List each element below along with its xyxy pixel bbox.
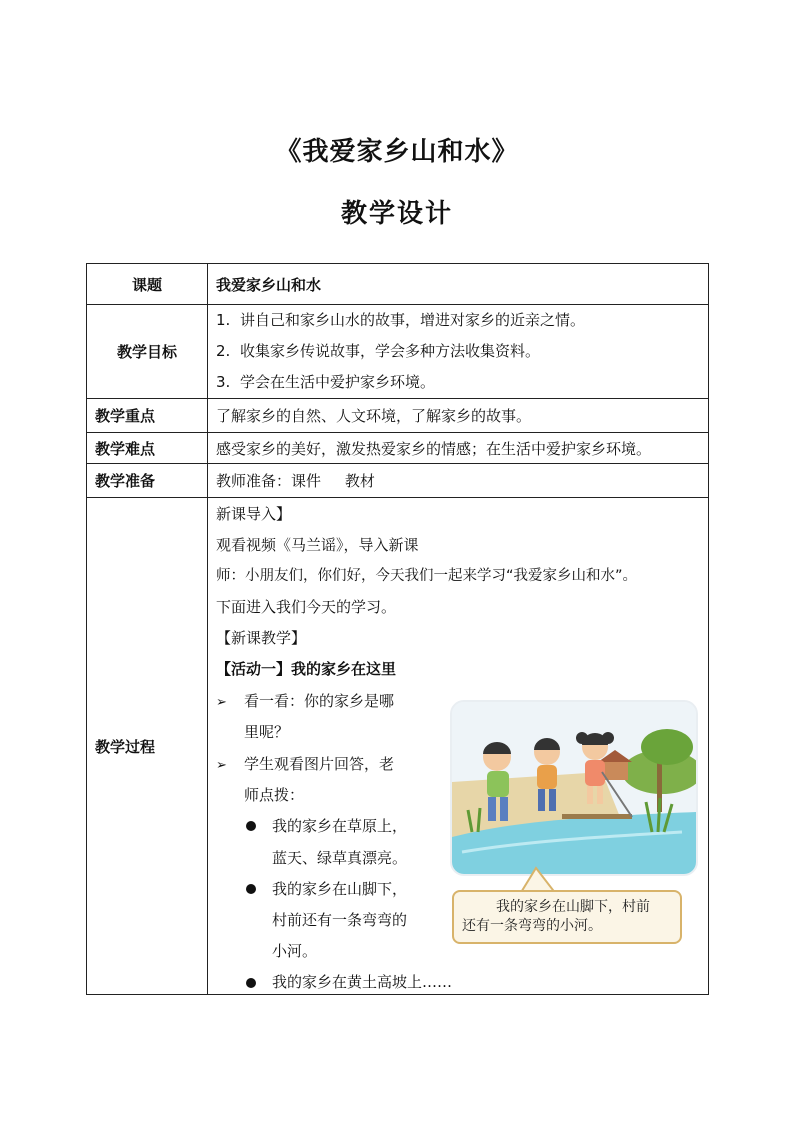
goal-text: 学会在生活中爱护家乡环境。 xyxy=(240,373,436,391)
goal-number: 2. xyxy=(216,342,231,360)
table-row xyxy=(87,498,709,995)
difficulty-value: 感受家乡的美好，激发热爱家乡的情感；在生活中爱护家乡环境。 xyxy=(208,433,709,464)
process-line: 师：小朋友们，你们好，今天我们一起来学习“我爱家乡山和水”。 xyxy=(216,568,638,584)
list-item-continuation: 师点拨： xyxy=(244,786,305,804)
document-subtitle: 教学设计 xyxy=(340,199,453,229)
list-item-continuation: 小河。 xyxy=(272,942,318,960)
process-line: 观看视频《马兰谣》，导入新课 xyxy=(216,536,419,554)
list-item xyxy=(216,754,394,776)
prep-value: 教师准备：课件 教材 xyxy=(208,464,709,498)
list-item-continuation: 里呢？ xyxy=(244,723,290,741)
bullet-dot-icon xyxy=(246,821,256,831)
hometown-illustration xyxy=(450,700,698,876)
list-item-text: 学生观看图片回答，老 xyxy=(244,755,395,773)
children-by-river-illustration xyxy=(452,702,696,874)
lesson-plan-table xyxy=(86,263,709,995)
caption-line: 我的家乡在山脚下，村前 xyxy=(496,899,650,915)
goal-number: 1. xyxy=(216,311,231,329)
process-line: 【新课教学】 xyxy=(216,629,307,647)
process-line: 新课导入】 xyxy=(216,505,292,523)
process-label: 教学过程 xyxy=(87,498,208,995)
speech-bubble xyxy=(452,890,682,944)
goal-text: 讲自己和家乡山水的故事，增进对家乡的近亲之情。 xyxy=(240,311,586,329)
caption-line: 还有一条弯弯的小河。 xyxy=(462,918,602,934)
prep-label: 教学准备 xyxy=(87,464,208,498)
list-item: 我的家乡在草原上， xyxy=(272,817,408,835)
table-row xyxy=(87,464,709,498)
goal-number: 3. xyxy=(216,373,231,391)
list-item xyxy=(216,691,394,713)
table-row xyxy=(87,399,709,433)
list-item-continuation: 村前还有一条弯弯的 xyxy=(272,911,408,929)
topic-label: 课题 xyxy=(87,264,208,305)
difficulty-label: 教学难点 xyxy=(87,433,208,464)
arrow-bullet-icon: ➢ xyxy=(216,758,227,773)
goal-item xyxy=(216,305,700,336)
goals-cell xyxy=(208,305,709,399)
bullet-dot-icon xyxy=(246,884,256,894)
list-item-text: 看一看：你的家乡是哪 xyxy=(244,692,395,710)
document-title: 《我爱家乡山和水》 xyxy=(275,137,519,167)
table-row xyxy=(87,264,709,305)
process-cell xyxy=(208,498,709,995)
arrow-bullet-icon: ➢ xyxy=(216,695,227,710)
table-row xyxy=(87,305,709,399)
activity-heading: 【活动一】我的家乡在这里 xyxy=(216,660,397,678)
list-item: 我的家乡在黄土高坡上…… xyxy=(272,973,453,991)
list-item: 我的家乡在山脚下， xyxy=(272,880,408,898)
goal-item xyxy=(216,367,700,398)
list-item-continuation: 蓝天、绿草真漂亮。 xyxy=(272,849,408,867)
table-row xyxy=(87,433,709,464)
goals-label: 教学目标 xyxy=(87,305,208,399)
bullet-dot-icon xyxy=(246,978,256,988)
focus-value: 了解家乡的自然、人文环境，了解家乡的故事。 xyxy=(208,399,709,433)
topic-value: 我爱家乡山和水 xyxy=(208,264,709,305)
focus-label: 教学重点 xyxy=(87,399,208,433)
goal-text: 收集家乡传说故事，学会多种方法收集资料。 xyxy=(240,342,541,360)
process-line: 下面进入我们今天的学习。 xyxy=(216,598,397,616)
goal-item xyxy=(216,336,700,367)
